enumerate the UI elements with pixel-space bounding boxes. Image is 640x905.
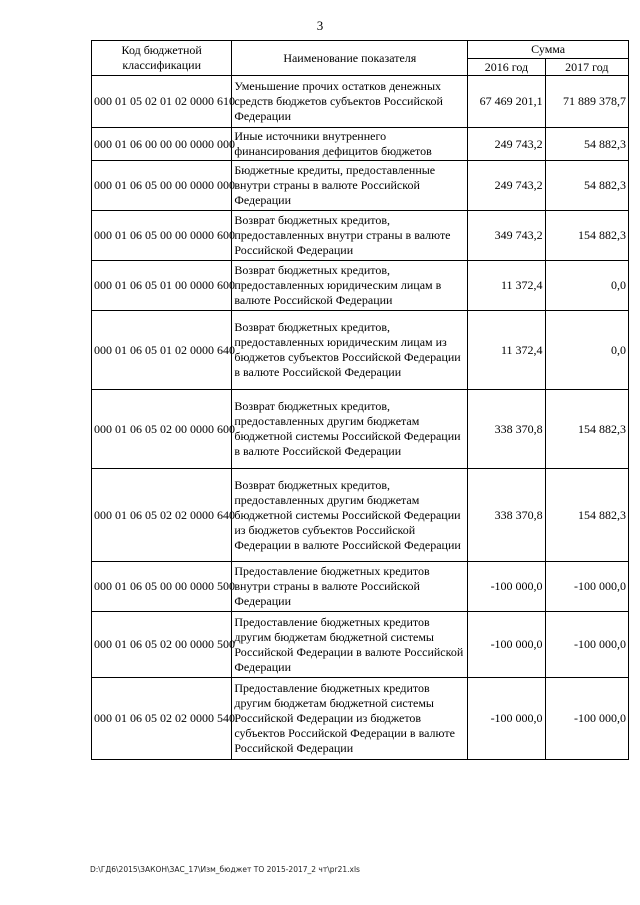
row-value-2017: -100 000,0 — [545, 612, 628, 678]
table-row — [92, 678, 629, 760]
row-name: Возврат бюджетных кредитов, предоставленных другим бюджетам бюджетной системы Российской Федерации из бюджетов субъектов Российской Федерации в валюте Российской Федерации — [232, 469, 468, 562]
header-year-2016: 2016 год — [468, 59, 545, 76]
row-name: Возврат бюджетных кредитов, предоставленных внутри страны в валюте Российской Федерации — [232, 211, 468, 261]
row-value-2016: 11 372,4 — [468, 261, 545, 311]
row-code: 000 01 06 05 01 02 0000 640 — [92, 311, 232, 390]
table-row — [92, 161, 629, 211]
row-value-2016: 349 743,2 — [468, 211, 545, 261]
file-path-footer: D:\ГД6\2015\ЗАКОН\ЗАС_17\Изм_бюджет ТО 2015-2017_2 чт\pr21.xls — [90, 865, 360, 874]
row-value-2016: -100 000,0 — [468, 678, 545, 760]
header-year-2017: 2017 год — [545, 59, 628, 76]
table-row — [92, 311, 629, 390]
row-value-2017: 54 882,3 — [545, 128, 628, 161]
table-row — [92, 211, 629, 261]
table-row — [92, 469, 629, 562]
row-value-2016: -100 000,0 — [468, 612, 545, 678]
table-row — [92, 390, 629, 469]
row-value-2017: 0,0 — [545, 261, 628, 311]
page-number: 3 — [316, 18, 324, 33]
table-row — [92, 261, 629, 311]
row-name: Уменьшение прочих остатков денежных средств бюджетов субъектов Российской Федерации — [232, 76, 468, 128]
row-value-2016: 67 469 201,1 — [468, 76, 545, 128]
header-code: Код бюджетной классификации — [92, 41, 232, 76]
row-code: 000 01 06 05 02 00 0000 500 — [92, 612, 232, 678]
table-row — [92, 612, 629, 678]
row-code: 000 01 06 05 02 02 0000 640 — [92, 469, 232, 562]
row-name: Бюджетные кредиты, предоставленные внутри страны в валюте Российской Федерации — [232, 161, 468, 211]
row-code: 000 01 06 00 00 00 0000 000 — [92, 128, 232, 161]
row-value-2016: 249 743,2 — [468, 161, 545, 211]
row-code: 000 01 06 05 02 00 0000 600 — [92, 390, 232, 469]
row-name: Предоставление бюджетных кредитов другим бюджетам бюджетной системы Российской Федерации в валюте Российской Федерации — [232, 612, 468, 678]
row-value-2016: 338 370,8 — [468, 390, 545, 469]
row-name: Предоставление бюджетных кредитов внутри страны в валюте Российской Федерации — [232, 562, 468, 612]
table-row — [92, 562, 629, 612]
row-name: Предоставление бюджетных кредитов другим бюджетам бюджетной системы Российской Федерации из бюджетов субъектов Российской Федерации в валюте Российской Федерации — [232, 678, 468, 760]
row-code: 000 01 05 02 01 02 0000 610 — [92, 76, 232, 128]
row-name: Возврат бюджетных кредитов, предоставленных другим бюджетам бюджетной системы Российской Федерации в валюте Российской Федерации — [232, 390, 468, 469]
row-value-2016: 338 370,8 — [468, 469, 545, 562]
row-value-2016: -100 000,0 — [468, 562, 545, 612]
table-row — [92, 76, 629, 128]
row-code: 000 01 06 05 02 02 0000 540 — [92, 678, 232, 760]
row-value-2017: 0,0 — [545, 311, 628, 390]
row-value-2017: 154 882,3 — [545, 211, 628, 261]
row-value-2017: 54 882,3 — [545, 161, 628, 211]
row-value-2017: 154 882,3 — [545, 469, 628, 562]
row-name: Возврат бюджетных кредитов, предоставленных юридическим лицам в валюте Российской Федерации — [232, 261, 468, 311]
budget-sources-table — [91, 40, 629, 760]
row-code: 000 01 06 05 00 00 0000 000 — [92, 161, 232, 211]
row-value-2016: 249 743,2 — [468, 128, 545, 161]
row-value-2016: 11 372,4 — [468, 311, 545, 390]
row-code: 000 01 06 05 00 00 0000 500 — [92, 562, 232, 612]
table-row — [92, 128, 629, 161]
row-code: 000 01 06 05 01 00 0000 600 — [92, 261, 232, 311]
row-name: Иные источники внутреннего финансирования дефицитов бюджетов — [232, 128, 468, 161]
row-name: Возврат бюджетных кредитов, предоставленных юридическим лицам из бюджетов субъектов Российской Федерации в валюте Российской Федерации — [232, 311, 468, 390]
row-value-2017: -100 000,0 — [545, 678, 628, 760]
row-value-2017: -100 000,0 — [545, 562, 628, 612]
header-name: Наименование показателя — [232, 41, 468, 76]
row-code: 000 01 06 05 00 00 0000 600 — [92, 211, 232, 261]
row-value-2017: 154 882,3 — [545, 390, 628, 469]
header-sum: Сумма — [468, 41, 629, 59]
row-value-2017: 71 889 378,7 — [545, 76, 628, 128]
